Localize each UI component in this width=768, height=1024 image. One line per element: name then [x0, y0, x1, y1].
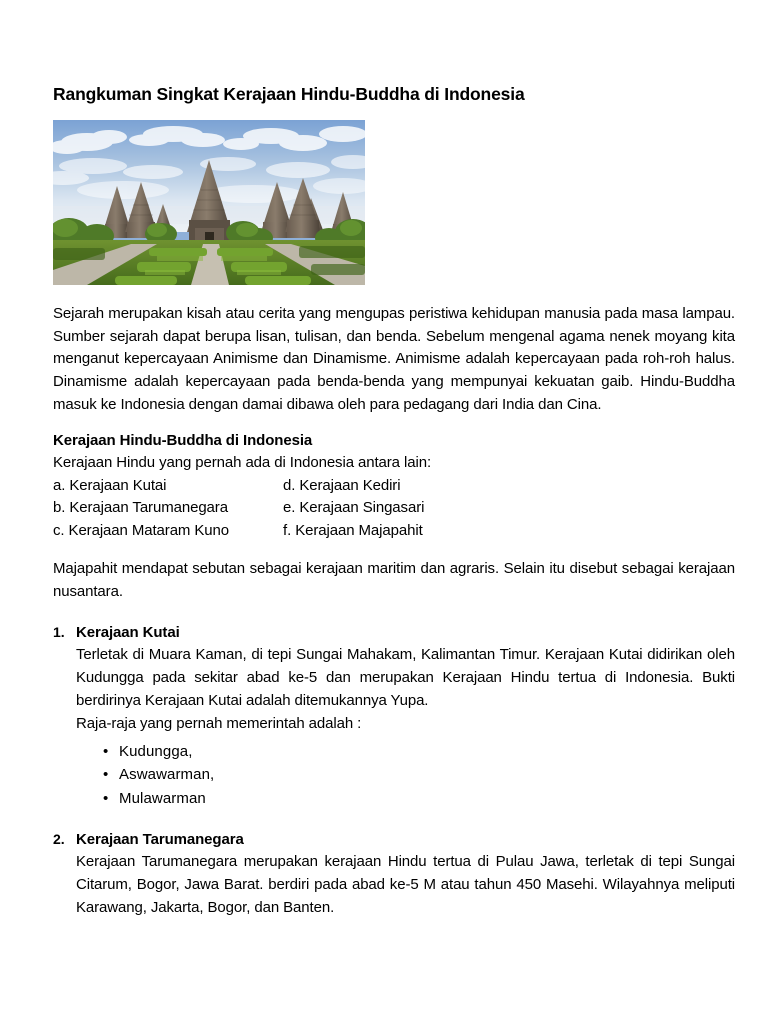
list-item: [76, 740, 735, 764]
bullet-icon: •: [103, 766, 109, 784]
spacer: [53, 542, 735, 558]
prambanan-temple-illustration: [53, 120, 365, 285]
kingdom-item-c: c. Kerajaan Mataram Kuno: [53, 521, 230, 539]
page-title: Rangkuman Singkat Kerajaan Hindu-Buddha di Indonesia: [53, 84, 525, 104]
section-body-secondary: Raja-raja yang pernah memerintah adalah :: [76, 714, 362, 732]
list-item: [53, 497, 483, 520]
kingdoms-two-column-list: [53, 475, 483, 543]
kingdom-item-f: f. Kerajaan Majapahit: [283, 521, 423, 539]
prambanan-temple-photo: [53, 120, 365, 285]
kingdom-item-b: b. Kerajaan Tarumanegara: [53, 499, 228, 517]
section-body: Kerajaan Tarumanegara merupakan kerajaan Hindu tertua di Pulau Jawa, terletak di tepi Sungai Citarum, Bogor, Jawa Barat. berdiri pada abad ke-5 M atau tahun 450 Masehi. Wilayahnya meliputi Karawang, Jakarta, Bogor, dan Banten.: [76, 853, 735, 916]
kingdoms-lead: Kerajaan Hindu yang pernah ada di Indonesia antara lain:: [53, 454, 432, 472]
kingdom-item-d: d. Kerajaan Kediri: [283, 476, 401, 494]
section-heading: Kerajaan Kutai: [76, 623, 180, 641]
list-item: [53, 520, 483, 543]
section-number: 1.: [53, 623, 65, 640]
king-name: Mulawarman: [119, 790, 206, 808]
section-number: 2.: [53, 830, 65, 847]
list-item: [53, 475, 483, 498]
list-item: [76, 763, 735, 787]
kingdom-item-e: e. Kerajaan Singasari: [283, 499, 425, 517]
section-body: Terletak di Muara Kaman, di tepi Sungai Mahakam, Kalimantan Timur. Kerajaan Kutai didirikan oleh Kudungga pada sekitar abad ke-5 dan merupakan Kerajaan Hindu tertua di Indonesia. Bukti berdirinya Kerajaan Kutai adalah ditemukannya Yupa.: [76, 646, 735, 710]
section-heading: Kerajaan Tarumanegara: [76, 830, 244, 848]
bullet-icon: •: [103, 742, 109, 760]
section-kerajaan-kutai: [53, 622, 735, 811]
kutai-kings-list: [76, 740, 735, 811]
kingdom-item-a: a. Kerajaan Kutai: [53, 476, 167, 494]
intro-paragraph: Sejarah merupakan kisah atau cerita yang mengupas peristiwa kehidupan manusia pada masa lampau. Sumber sejarah dapat berupa lisan, tulisan, dan benda. Sebelum mengenal agama nenek moyang kita menganut kepercayaan Animisme dan Dinamisme. Animisme adalah kepercayaan pada roh-roh halus. Dinamisme adalah kepercayaan pada benda-benda yang mempunyai kekuatan gaib. Hindu-Buddha masuk ke Indonesia dengan damai dibawa oleh para pedagang dari India dan Cina.: [53, 304, 735, 414]
section-kerajaan-tarumanegara: [53, 829, 735, 920]
king-name: Aswawarman,: [119, 766, 215, 784]
bullet-icon: •: [103, 790, 109, 808]
document-content: [53, 84, 735, 920]
kingdoms-heading: Kerajaan Hindu-Buddha di Indonesia: [53, 431, 313, 449]
king-name: Kudungga,: [119, 742, 193, 760]
majapahit-note: Majapahit mendapat sebutan sebagai kerajaan maritim dan agraris. Selain itu disebut sebagai kerajaan nusantara.: [53, 560, 735, 601]
list-item: [76, 787, 735, 811]
